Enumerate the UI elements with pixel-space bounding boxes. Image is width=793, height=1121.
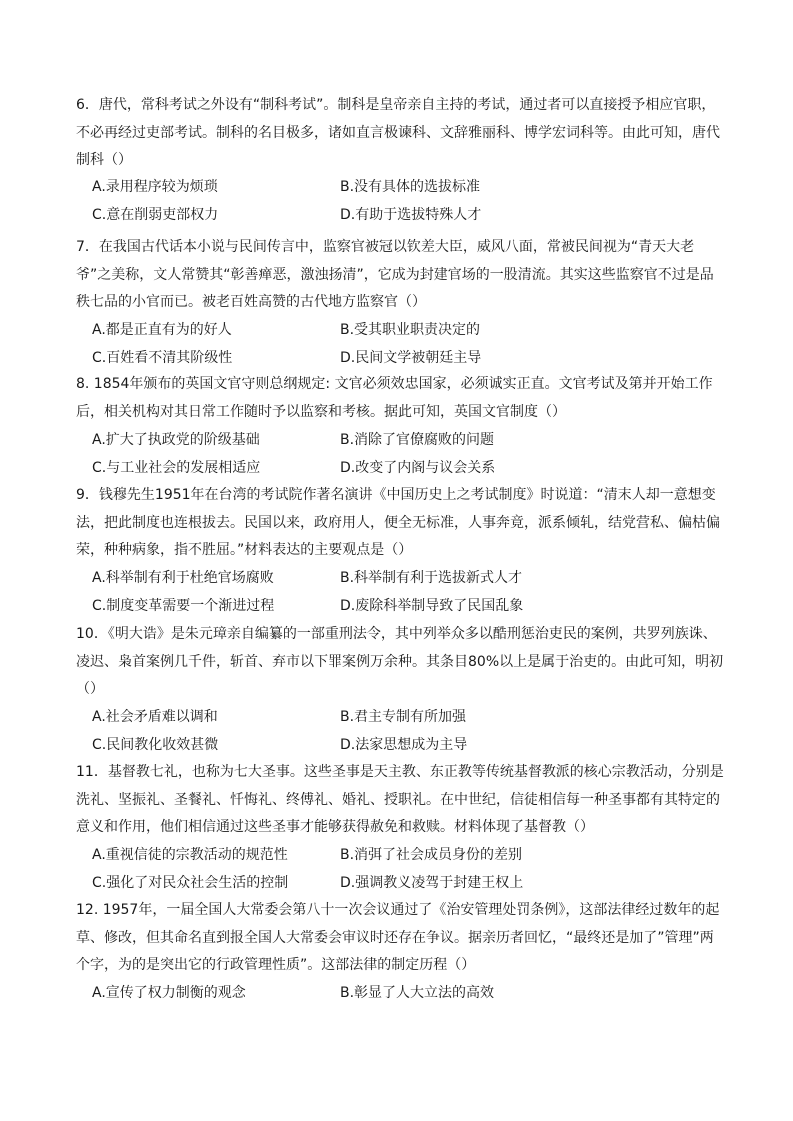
option-a[interactable]: A.科举制有利于杜绝官场腐败 bbox=[92, 570, 274, 586]
question-12-options bbox=[92, 980, 732, 1008]
question-stem: 12. 1957年，一届全国人大常委会第八十一次会议通过了《治安管理处罚条例》，这部法律经过数年的起草、修改，但其命名直到报全国人大常委会审议时还存在争议。据亲历者回忆，“最终还是加了”管理”两个字，为的是突出它的行政管理性质”。这部法律的制定历程（） bbox=[76, 902, 720, 973]
option-a[interactable]: A.扩大了执政党的阶级基础 bbox=[92, 432, 260, 448]
question-stem: 9．钱穆先生1951年在台湾的考试院作著名演讲《中国历史上之考试制度》时说道：“清末人却一意想变法，把此制度也连根拔去。民国以来，政府用人，便全无标准，人事奔竟，派系倾轧，结党营私、偏枯偏荣，种种病象，指不胜屈。”材料表达的主要观点是（） bbox=[76, 487, 720, 558]
question-11-options bbox=[92, 842, 732, 897]
option-b[interactable]: B.受其职业职责决定的 bbox=[340, 322, 481, 338]
option-d[interactable]: D.有助于选拔特殊人才 bbox=[340, 206, 482, 223]
option-b[interactable]: B.消除了官僚腐败的问题 bbox=[340, 432, 495, 448]
option-d[interactable]: D.法家思想成为主导 bbox=[340, 736, 468, 753]
question-stem: 7．在我国古代话本小说与民间传言中，监察官被冠以钦差大臣，威风八面，常被民间视为“青天大老爷”之美称，文人常赞其“彰善瘅恶，激浊扬清”，它成为封建官场的一股清流。其实这些监察官不过是品秩七品的小官而已。被老百姓高赞的古代地方监察官（） bbox=[76, 239, 714, 310]
option-d[interactable]: D.改变了内阁与议会关系 bbox=[340, 459, 496, 476]
option-a[interactable]: A.重视信徒的宗教活动的规范性 bbox=[92, 847, 288, 863]
question-10-options bbox=[92, 704, 732, 759]
question-7 bbox=[76, 234, 726, 317]
question-9-options bbox=[92, 565, 732, 620]
question-6-options bbox=[92, 174, 732, 229]
option-c[interactable]: C.与工业社会的发展相适应 bbox=[92, 459, 261, 476]
question-10 bbox=[76, 621, 726, 704]
question-stem: 6．唐代，常科考试之外设有“制科考试”。制科是皇帝亲自主持的考试，通过者可以直接授予相应官职，不必再经过吏部考试。制科的名目极多，诸如直言极谏科、文辞雅丽科、博学宏词科等。由此可知，唐代制科（） bbox=[76, 97, 720, 168]
option-b[interactable]: B.消弭了社会成员身份的差别 bbox=[340, 847, 523, 863]
question-stem: 8. 1854年颁布的英国文官守则总纲规定: 文官必须效忠国家，必须诚实正直。文官考试及第并开始工作后，相关机构对其日常工作随时予以监察和考核。据此可知，英国文官制度（） bbox=[76, 376, 713, 420]
option-b[interactable]: B.科举制有利于选拔新式人才 bbox=[340, 570, 523, 586]
question-9 bbox=[76, 482, 726, 565]
question-12 bbox=[76, 897, 726, 980]
option-c[interactable]: C.意在削弱吏部权力 bbox=[92, 206, 219, 223]
option-c[interactable]: C.百姓看不清其阶级性 bbox=[92, 349, 233, 366]
option-b[interactable]: B.没有具体的选拔标准 bbox=[340, 179, 481, 195]
option-a[interactable]: A.都是正直有为的好人 bbox=[92, 322, 232, 338]
question-8-options bbox=[92, 427, 732, 482]
question-stem: 11．基督教七礼，也称为七大圣事。这些圣事是天主教、东正教等传统基督教派的核心宗教活动，分别是洗礼、坚振礼、圣餐礼、忏悔礼、终傅礼、婚礼、授职礼。在中世纪，信徒相信每一种圣事都有其特定的意义和作用，他们相信通过这些圣事才能够获得赦免和救赎。材料体现了基督教（） bbox=[76, 764, 724, 835]
question-11 bbox=[76, 759, 726, 842]
option-c[interactable]: C.制度变革需要一个渐进过程 bbox=[92, 597, 275, 614]
option-d[interactable]: D.强调教义凌驾于封建王权上 bbox=[340, 874, 524, 891]
option-d[interactable]: D.民间文学被朝廷主导 bbox=[340, 349, 482, 366]
question-stem: 10．《明大诰》是朱元璋亲自编纂的一部重刑法令，其中列举众多以酷刑惩治吏民的案例，共罗列族诛、凌迟、枭首案例几千件，斩首、弃市以下罪案例万余种。其条目80%以上是属于治吏的。由此可知，明初（） bbox=[76, 626, 724, 697]
option-c[interactable]: C.民间教化收效甚微 bbox=[92, 736, 219, 753]
option-c[interactable]: C.强化了对民众社会生活的控制 bbox=[92, 874, 289, 891]
question-7-options bbox=[92, 317, 732, 372]
option-d[interactable]: D.废除科举制导致了民国乱象 bbox=[340, 597, 524, 614]
question-8 bbox=[76, 371, 726, 426]
option-a[interactable]: A.社会矛盾难以调和 bbox=[92, 709, 218, 725]
question-6 bbox=[76, 92, 726, 175]
option-b[interactable]: B.彰显了人大立法的高效 bbox=[340, 985, 495, 1001]
option-a[interactable]: A.宣传了权力制衡的观念 bbox=[92, 985, 246, 1001]
option-b[interactable]: B.君主专制有所加强 bbox=[340, 709, 467, 725]
option-a[interactable]: A.录用程序较为烦琐 bbox=[92, 179, 218, 195]
